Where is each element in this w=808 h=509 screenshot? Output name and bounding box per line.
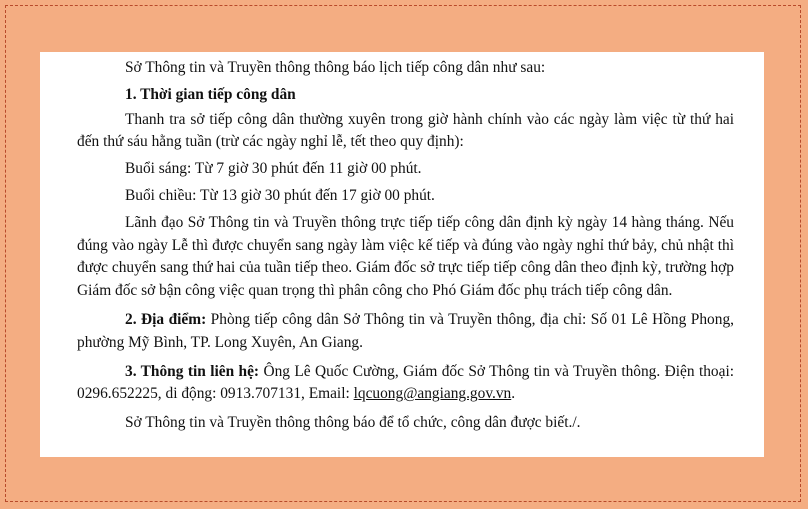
section3-end: .: [511, 385, 516, 403]
intro-paragraph: Sở Thông tin và Truyền thông thông báo lịch tiếp công dân như sau:: [125, 59, 546, 76]
morning-hours: Buổi sáng: Từ 7 giờ 30 phút đến 11 giờ 00 phút.: [125, 160, 422, 178]
notice-document: [40, 52, 764, 457]
afternoon-hours: Buổi chiều: Từ 13 giờ 30 phút đến 17 giờ 00 phút.: [125, 186, 435, 204]
section3-contact: [77, 361, 734, 407]
leadership-paragraph: Lãnh đạo Sở Thông tin và Truyền thông trực tiếp tiếp công dân định kỳ ngày 14 hàng tháng. Nếu đúng vào ngày Lễ thì được chuyển sang ngày làm việc kế tiếp và đúng vào ngày nghỉ thứ bảy, chủ nhật thì được chuyển sang thứ hai của tuần tiếp theo. Giám đốc sở trực tiếp tiếp công dân theo định kỳ, trường hợp Giám đốc sở bận công việc quan trọng thì phân công cho Phó Giám đốc phụ trách tiếp công dân.: [77, 213, 734, 300]
section1-heading: 1. Thời gian tiếp công dân: [125, 85, 296, 103]
section2-text: Phòng tiếp công dân Sở Thông tin và Truyền thông, địa chỉ: Số 01 Lê Hồng Phong, phường Mỹ Bình, TP. Long Xuyên, An Giang.: [77, 310, 734, 351]
section2-heading: 2. Địa điểm:: [125, 310, 207, 328]
section3-text: Ông Lê Quốc Cường, Giám đốc Sở Thông tin và Truyền thông. Điện thoại: 0296.652225, di động: 0913.707131, Email:: [77, 362, 734, 403]
section1-paragraph: Thanh tra sở tiếp công dân thường xuyên trong giờ hành chính vào các ngày làm việc từ thứ hai đến thứ sáu hằng tuần (trừ các ngày nghỉ lễ, tết theo quy định):: [77, 110, 734, 151]
closing-paragraph: Sở Thông tin và Truyền thông thông báo để tổ chức, công dân được biết./.: [125, 414, 581, 432]
section2-location: [77, 309, 734, 355]
email-link[interactable]: lqcuong@angiang.gov.vn: [353, 385, 512, 403]
section3-heading: 3. Thông tin liên hệ:: [125, 362, 260, 380]
